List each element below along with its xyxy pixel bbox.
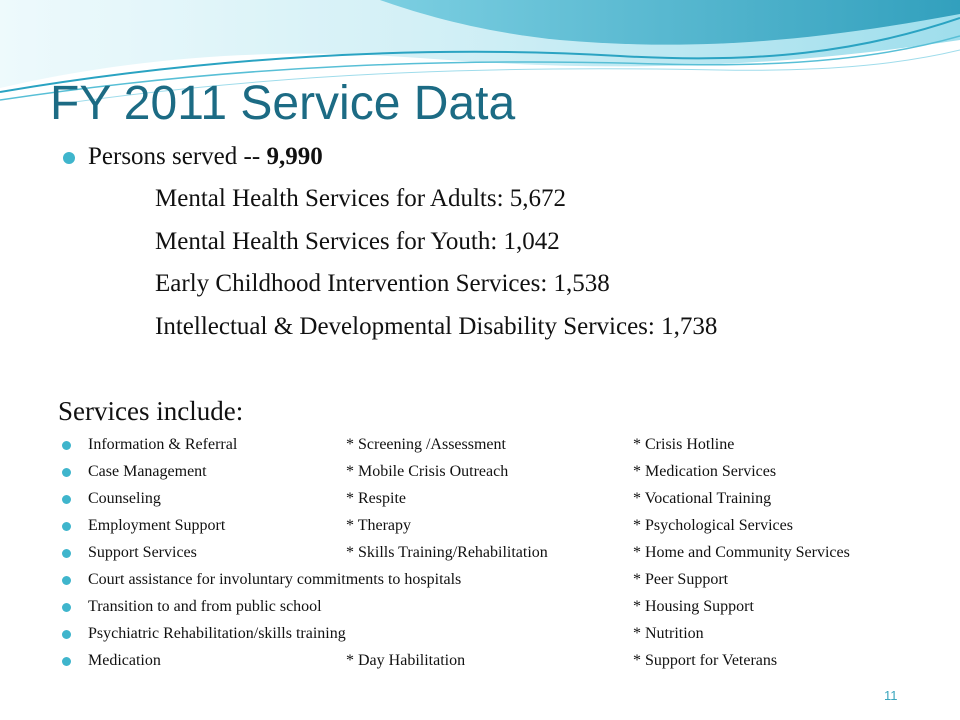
page-number: 11 <box>884 688 898 703</box>
service-row <box>0 648 960 674</box>
service-row <box>0 567 960 593</box>
service-col-3: * Crisis Hotline <box>633 436 735 453</box>
service-row <box>0 486 960 512</box>
service-col-1: Medication <box>88 652 161 669</box>
service-col-1: Transition to and from public school <box>88 598 322 615</box>
bullet-icon <box>62 495 71 504</box>
category-adults: Mental Health Services for Adults: 5,672 <box>155 185 567 212</box>
service-col-1: Information & Referral <box>88 436 238 453</box>
service-col-3: * Housing Support <box>633 598 754 615</box>
service-col-2: * Therapy <box>346 517 412 534</box>
service-row <box>0 594 960 620</box>
category-youth: Mental Health Services for Youth: 1,042 <box>155 228 560 255</box>
service-col-1: Counseling <box>88 490 161 507</box>
persons-served-value: 9,990 <box>266 143 323 170</box>
service-row <box>0 432 960 458</box>
bullet-icon <box>62 549 71 558</box>
service-row <box>0 540 960 566</box>
bullet-icon <box>63 152 75 164</box>
service-col-2: * Respite <box>346 490 406 507</box>
bullet-icon <box>62 630 71 639</box>
bullet-icon <box>62 441 71 450</box>
service-col-3: * Nutrition <box>633 625 704 642</box>
service-row <box>0 513 960 539</box>
category-early-childhood: Early Childhood Intervention Services: 1,538 <box>155 270 610 297</box>
service-col-3: * Psychological Services <box>633 517 793 534</box>
bullet-icon <box>62 657 71 666</box>
service-col-3: * Support for Veterans <box>633 652 778 669</box>
service-col-1: Psychiatric Rehabilitation/skills training <box>88 625 346 642</box>
bullet-icon <box>62 603 71 612</box>
service-col-1: Case Management <box>88 463 207 480</box>
service-col-1: Support Services <box>88 544 197 561</box>
bullet-icon <box>62 468 71 477</box>
service-row <box>0 621 960 647</box>
service-col-3: * Medication Services <box>633 463 777 480</box>
persons-served-label: Persons served -- <box>88 143 261 170</box>
category-idd: Intellectual & Developmental Disability Services: 1,738 <box>155 313 718 340</box>
service-col-3: * Vocational Training <box>633 490 772 507</box>
service-col-3: * Home and Community Services <box>633 544 850 561</box>
slide-title: FY 2011 Service Data <box>50 77 516 130</box>
service-col-2: * Screening /Assessment <box>346 436 506 453</box>
service-col-1: Court assistance for involuntary commitments to hospitals <box>88 571 462 588</box>
services-heading: Services include: <box>58 396 244 426</box>
service-col-2: * Skills Training/Rehabilitation <box>346 544 548 561</box>
bullet-icon <box>62 522 71 531</box>
service-row <box>0 459 960 485</box>
service-col-2: * Mobile Crisis Outreach <box>346 463 509 480</box>
service-col-1: Employment Support <box>88 517 226 534</box>
service-col-3: * Peer Support <box>633 571 729 588</box>
persons-served <box>88 140 323 174</box>
service-col-2: * Day Habilitation <box>346 652 466 669</box>
bullet-icon <box>62 576 71 585</box>
